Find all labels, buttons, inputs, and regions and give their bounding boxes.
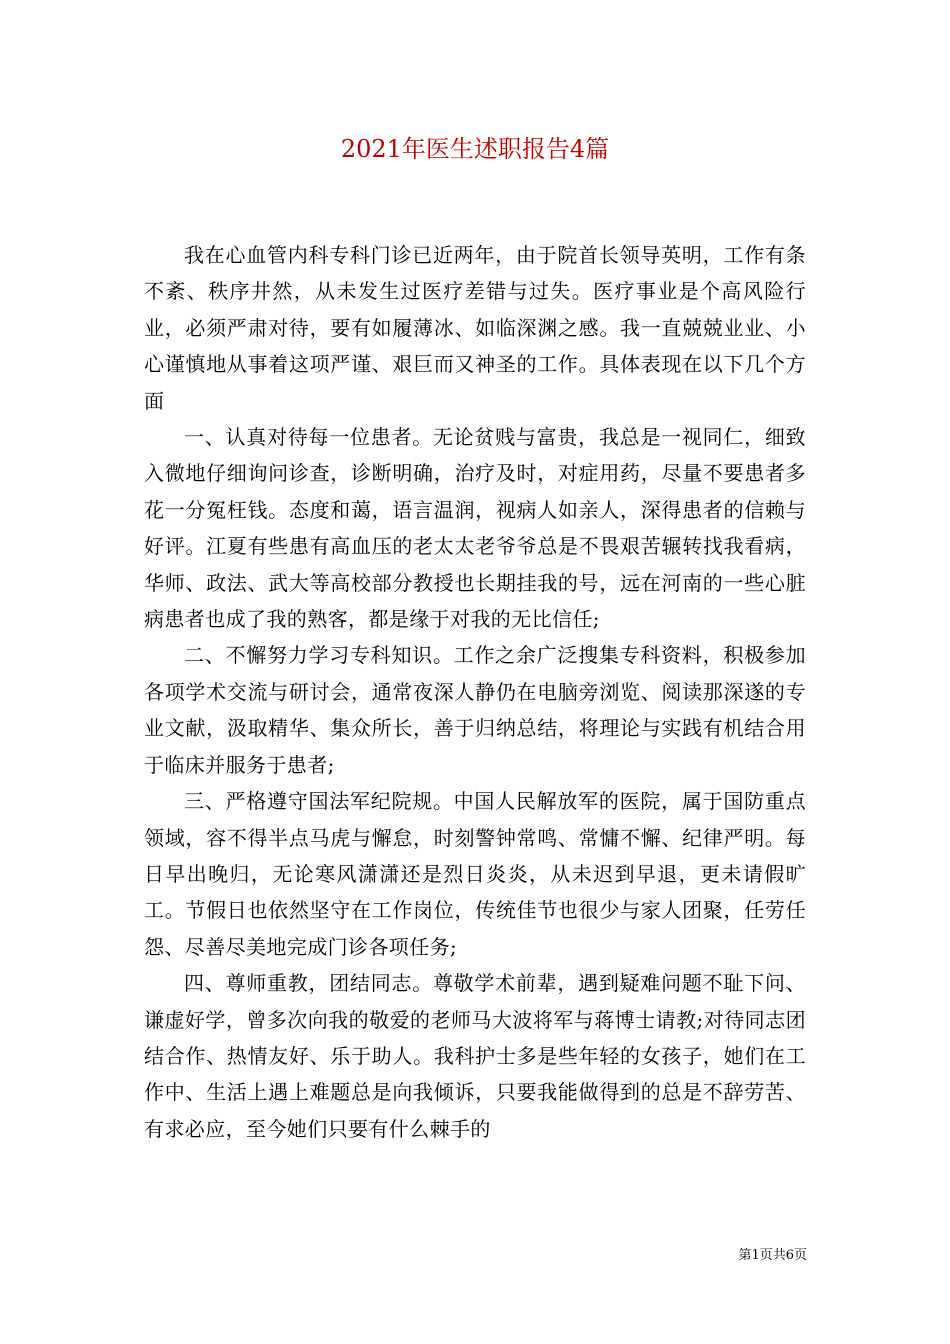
page-number-footer: 第1页共6页: [738, 1248, 807, 1263]
intro-paragraph: 我在心血管内科专科门诊已近两年，由于院首长领导英明，工作有条不紊、秩序井然，从未发生过医疗差错与过失。医疗事业是个高风险行业，必须严肃对待，要有如履薄冰、如临深渊之感。我一直兢兢业业、小心谨慎地从事着这项严谨、艰巨而又神圣的工作。具体表现在以下几个方面: [144, 243, 806, 413]
paragraph-point-1: 一、认真对待每一位患者。无论贫贱与富贵，我总是一视同仁，细致入微地仔细询问诊查，诊断明确，治疗及时，对症用药，尽量不要患者多花一分冤枉钱。态度和蔼，语言温润，视病人如亲人，深得患者的信赖与好评。江夏有些患有高血压的老太太老爷爷总是不畏艰苦辗转找我看病，华师、政法、武大等高校部分教授也长期挂我的号，远在河南的一些心脏病患者也成了我的熟客，都是缘于对我的无比信任;: [144, 425, 806, 632]
page-title: 2021年医生述职报告4篇: [340, 135, 610, 163]
paragraph-point-2: 二、不懈努力学习专科知识。工作之余广泛搜集专科资料，积极参加各项学术交流与研讨会，通常夜深人静仍在电脑旁浏览、阅读那深遂的专业文献，汲取精华、集众所长，善于归纳总结，将理论与实践有机结合用于临床并服务于患者;: [144, 643, 806, 777]
paragraph-point-4: 四、尊师重教，团结同志。尊敬学术前辈，遇到疑难问题不耻下问、谦虚好学，曾多次向我的敬爱的老师马大波将军与蒋博士请教;对待同志团结合作、热情友好、乐于助人。我科护士多是些年轻的女孩子，她们在工作中、生活上遇上难题总是向我倾诉，只要我能做得到的总是不辞劳苦、有求必应，至今她们只要有什么棘手的: [144, 971, 806, 1141]
paragraph-point-3: 三、严格遵守国法军纪院规。中国人民解放军的医院，属于国防重点领域，容不得半点马虎与懈怠，时刻警钟常鸣、常慵不懈、纪律严明。每日早出晚归，无论寒风潇潇还是烈日炎炎，从未迟到早退，更未请假旷工。节假日也依然坚守在工作岗位，传统佳节也很少与家人团聚，任劳任怨、尽善尽美地完成门诊各项任务;: [144, 789, 806, 959]
document-body: [144, 237, 806, 1147]
